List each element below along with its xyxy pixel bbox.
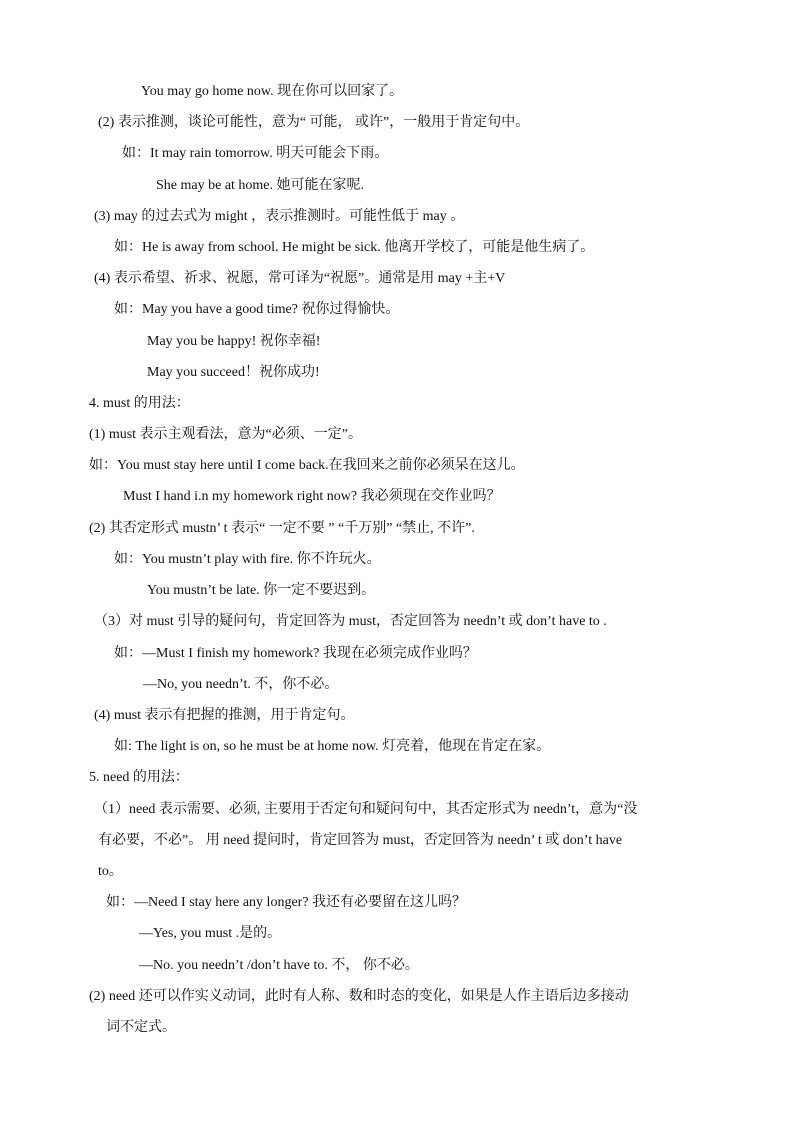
text-line: 如: The light is on, so he must be at home now. 灯亮着，他现在肯定在家。 [114, 739, 551, 754]
text-line: You mustn’t be late. 你一定不要迟到。 [147, 583, 376, 598]
text-line: 如：May you have a good time? 祝你过得愉快。 [114, 302, 400, 317]
text-line: to。 [98, 864, 123, 879]
text-line: She may be at home. 她可能在家呢. [156, 178, 365, 193]
text-line: You may go home now. 现在你可以回家了。 [141, 84, 404, 99]
text-line: 如：—Need I stay here any longer? 我还有必要留在这儿吗？ [106, 895, 467, 910]
text-line: 如：It may rain tomorrow. 明天可能会下雨。 [122, 146, 389, 161]
text-line: Must I hand i.n my homework right now? 我必须现在交作业吗？ [123, 489, 501, 504]
section-heading: 5. need 的用法： [89, 770, 189, 785]
text-line: 有必要，不必”。 用 need 提问时，肯定回答为 must，否定回答为 needn’ t 或 don’t have [98, 833, 623, 848]
text-line: (3) may 的过去式为 might ，表示推测时。可能性低于 may 。 [94, 209, 465, 224]
section-heading: 4. must 的用法： [89, 396, 190, 411]
text-line: (2) need 还可以作实义动词，此时有人称、数和时态的变化，如果是人作主语后边多接动 [89, 989, 629, 1004]
text-line: May you be happy! 祝你幸福! [147, 334, 321, 349]
text-line: （1）need 表示需要、必须, 主要用于否定句和疑问句中，其否定形式为 needn’t，意为“没 [94, 802, 638, 817]
text-line: 如：He is away from school. He might be sick. 他离开学校了，可能是他生病了。 [114, 240, 595, 255]
text-line: (2) 其否定形式 mustn’ t 表示“ 一定不要 ” “千万别” “禁止, 不许”. [89, 521, 475, 536]
text-line: 词不定式。 [106, 1020, 176, 1035]
text-line: (4) must 表示有把握的推测，用于肯定句。 [94, 708, 355, 723]
text-line: 如：You mustn’t play with fire. 你不许玩火。 [114, 552, 381, 567]
text-line: 如：You must stay here until I come back.在我回来之前你必须呆在这儿。 [89, 458, 525, 473]
text-line: 如：—Must I finish my homework? 我现在必须完成作业吗？ [114, 646, 477, 661]
text-line: （3）对 must 引导的疑问句，肯定回答为 must，否定回答为 needn’t 或 don’t have to . [94, 614, 607, 629]
text-line: —Yes, you must .是的。 [139, 926, 282, 941]
text-line: (2) 表示推测，谈论可能性，意为“ 可能， 或许”，一般用于肯定句中。 [98, 115, 530, 130]
text-line: (4) 表示希望、祈求、祝愿，常可译为“祝愿”。通常是用 may +主+V [94, 271, 506, 286]
text-line: —No. you needn’t /don’t have to. 不， 你不必。 [139, 958, 419, 973]
text-line: (1) must 表示主观看法，意为“必须、一定”。 [89, 427, 362, 442]
text-line: —No, you needn’t. 不，你不必。 [143, 677, 339, 692]
text-line: May you succeed！祝你成功! [147, 365, 320, 380]
